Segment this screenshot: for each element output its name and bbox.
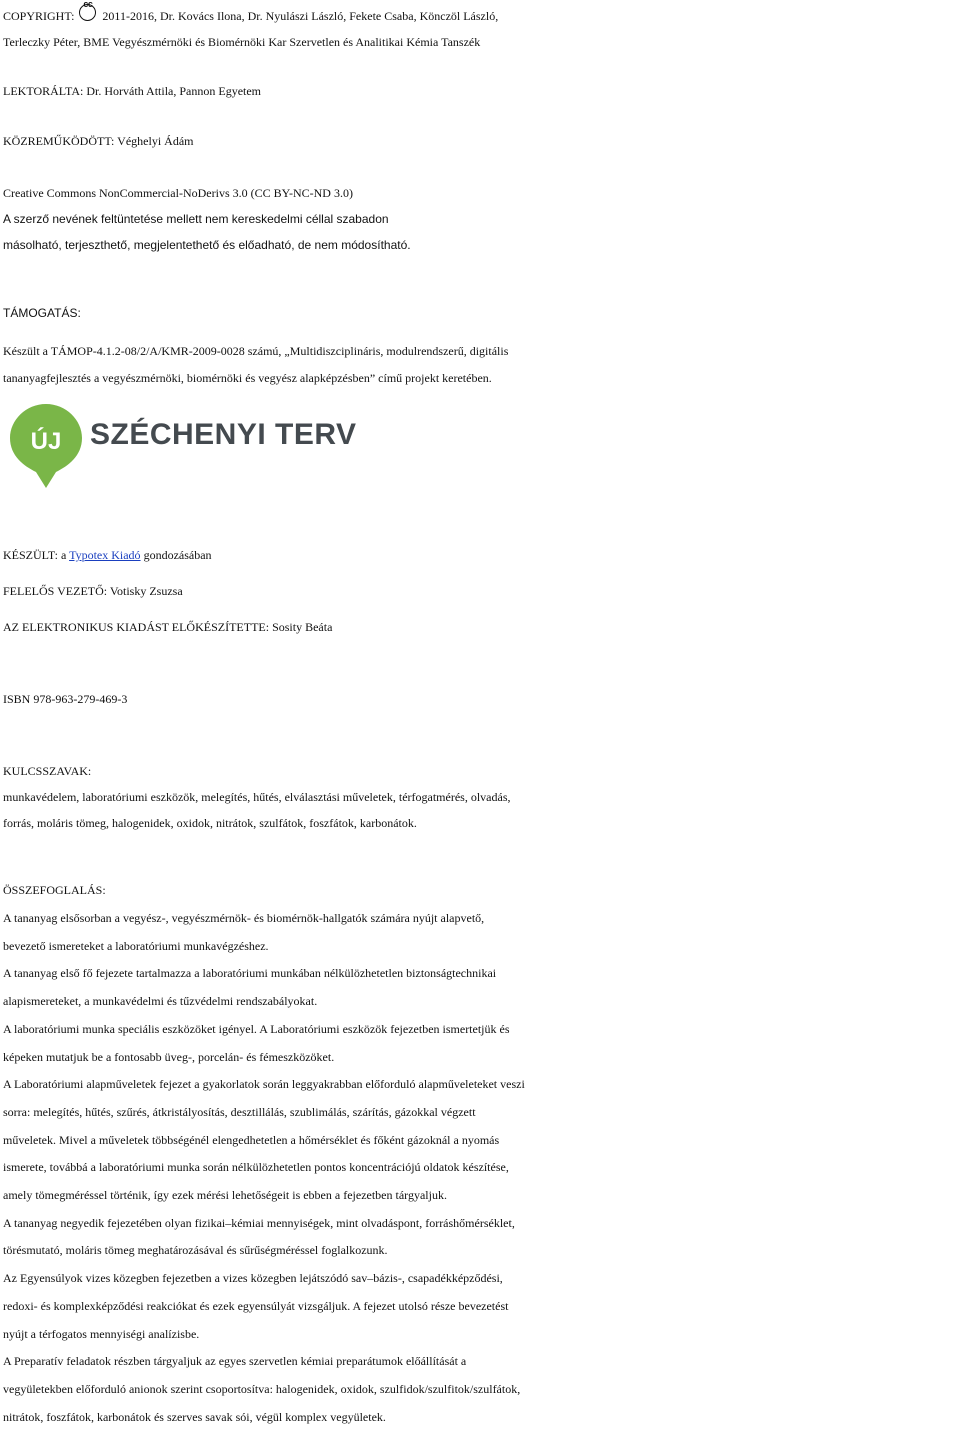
szechenyi-terv-logo xyxy=(6,400,357,492)
managing-editor-line: FELELŐS VEZETŐ: Votisky Zsuzsa xyxy=(3,584,183,598)
license-text-line-2: másolható, terjeszthető, megjelentethető és előadható, de nem módosítható. xyxy=(3,238,411,252)
publisher-prefix: KÉSZÜLT: a xyxy=(3,548,70,562)
summary-line: műveletek. Mivel a műveletek többségénél elengedhetetlen a hőmérséklet és főként gázoknál a nyomás xyxy=(3,1132,500,1147)
electronic-edition-line: AZ ELEKTRONIKUS KIADÁST ELŐKÉSZÍTETTE: Sosity Beáta xyxy=(3,620,333,634)
publisher-suffix: gondozásában xyxy=(140,548,212,562)
publisher-line xyxy=(3,542,958,568)
summary-label: ÖSSZEFOGLALÁS: xyxy=(3,883,106,897)
map-pin-logo-icon xyxy=(6,400,86,492)
copyright-block xyxy=(3,3,958,55)
license-title: Creative Commons NonCommercial-NoDerivs 3.0 (CC BY-NC-ND 3.0) xyxy=(3,186,353,200)
summary-line: Az Egyensúlyok vizes közegben fejezetben a vizes közegben lejátszódó sav–bázis-, csapadékképződési, xyxy=(3,1271,503,1286)
summary-line: törésmutató, moláris tömeg meghatározásával és sűrűségméréssel foglalkozunk. xyxy=(3,1243,388,1258)
summary-line: nitrátok, foszfátok, karbonátok és szerves savak sói, végül komplex vegyületek. xyxy=(3,1409,386,1424)
summary-line: bevezető ismereteket a laboratóriumi munkavégzéshez. xyxy=(3,938,269,953)
license-text xyxy=(3,206,958,258)
summary-line: amely tömegméréssel történik, így ezek mérési lehetőségeit is ebben a fejezetben tárgyaljuk. xyxy=(3,1188,447,1203)
copyright-label: COPYRIGHT: xyxy=(3,9,75,23)
summary-text xyxy=(3,905,958,1431)
creative-commons-icon xyxy=(79,4,96,21)
reviewer-line: LEKTORÁLTA: Dr. Horváth Attila, Pannon Egyetem xyxy=(3,84,262,98)
copyright-line-2: Terleczky Péter, BME Vegyészmérnöki és Biomérnöki Kar Szervetlen és Analitikai Kémia Tanszék xyxy=(3,35,481,49)
summary-line: nyújt a térfogatos mennyiségi analízisbe. xyxy=(3,1326,200,1341)
summary-line: ismerete, továbbá a laboratóriumi munka során nélkülözhetetlen pontos koncentrációjú oldatok készítése, xyxy=(3,1160,509,1175)
summary-line: sorra: melegítés, hűtés, szűrés, átkristályosítás, desztillálás, szublimálás, szárítás, gázokkal végzett xyxy=(3,1104,476,1119)
summary-line: A tananyag negyedik fejezetében olyan fizikai–kémiai mennyiségek, mint olvadáspont, forráshőmérséklet, xyxy=(3,1215,515,1230)
isbn-line: ISBN 978-963-279-469-3 xyxy=(3,692,128,706)
logo-text: SZÉCHENYI TERV xyxy=(90,418,357,451)
license-text-line-1: A szerző nevének feltüntetése mellett nem kereskedelmi céllal szabadon xyxy=(3,212,389,226)
summary-line: alapismereteket, a munkavédelmi és tűzvédelmi rendszabályokat. xyxy=(3,994,318,1009)
support-text-line-1: Készült a TÁMOP-4.1.2-08/2/A/KMR-2009-0028 számú, „Multidiszciplináris, modulrendszerű, digitális xyxy=(3,344,509,358)
summary-line: redoxi- és komplexképződési reakciókat és ezek egyensúlyát vizsgáljuk. A fejezet utolsó része bevezetést xyxy=(3,1298,509,1313)
logo-badge-text: ÚJ xyxy=(30,428,62,455)
summary-line: A tananyag első fő fejezete tartalmazza a laboratóriumi munkában nélkülözhetetlen biztonságtechnikai xyxy=(3,966,497,981)
keywords-line-2: forrás, moláris tömeg, halogenidek, oxidok, nitrátok, szulfátok, foszfátok, karbonátok. xyxy=(3,816,417,830)
summary-line: A Laboratóriumi alapműveletek fejezet a gyakorlatok során leggyakrabban előforduló alapműveleteket veszi xyxy=(3,1077,525,1092)
support-label: TÁMOGATÁS: xyxy=(3,306,81,320)
contributor-line: KÖZREMŰKÖDÖTT: Véghelyi Ádám xyxy=(3,134,194,148)
keywords-label: KULCSSZAVAK: xyxy=(3,764,92,778)
summary-line: A Preparatív feladatok részben tárgyaljuk az egyes szervetlen kémiai preparátumok előállítását a xyxy=(3,1354,467,1369)
support-text-line-2: tananyagfejlesztés a vegyészmérnöki, biomérnöki és vegyész alapképzésben” című projekt keretében. xyxy=(3,371,492,385)
publisher-link[interactable]: Typotex Kiadó xyxy=(69,548,141,562)
summary-line: A laboratóriumi munka speciális eszközöket igényel. A Laboratóriumi eszközök fejezetben ismertetjük és xyxy=(3,1021,510,1036)
keywords-line-1: munkavédelem, laboratóriumi eszközök, melegítés, hűtés, elválasztási műveletek, térfogatmérés, olvadás, xyxy=(3,790,511,804)
summary-line: vegyületekben előforduló anionok szerint csoportosítva: halogenidek, oxidok, szulfidok/szulfitok/szulfátok, xyxy=(3,1381,521,1396)
copyright-line-1 xyxy=(3,3,958,29)
summary-line: A tananyag elsősorban a vegyész-, vegyészmérnök- és biomérnök-hallgatók számára nyújt alapvető, xyxy=(3,911,485,925)
copyright-holders: 2011-2016, Dr. Kovács Ilona, Dr. Nyulászi László, Fekete Csaba, Könczöl László, xyxy=(102,9,499,23)
summary-line: képeken mutatjuk be a fontosabb üveg-, porcelán- és fémeszközöket. xyxy=(3,1049,335,1064)
keywords-text xyxy=(3,784,958,836)
support-text xyxy=(3,338,958,392)
